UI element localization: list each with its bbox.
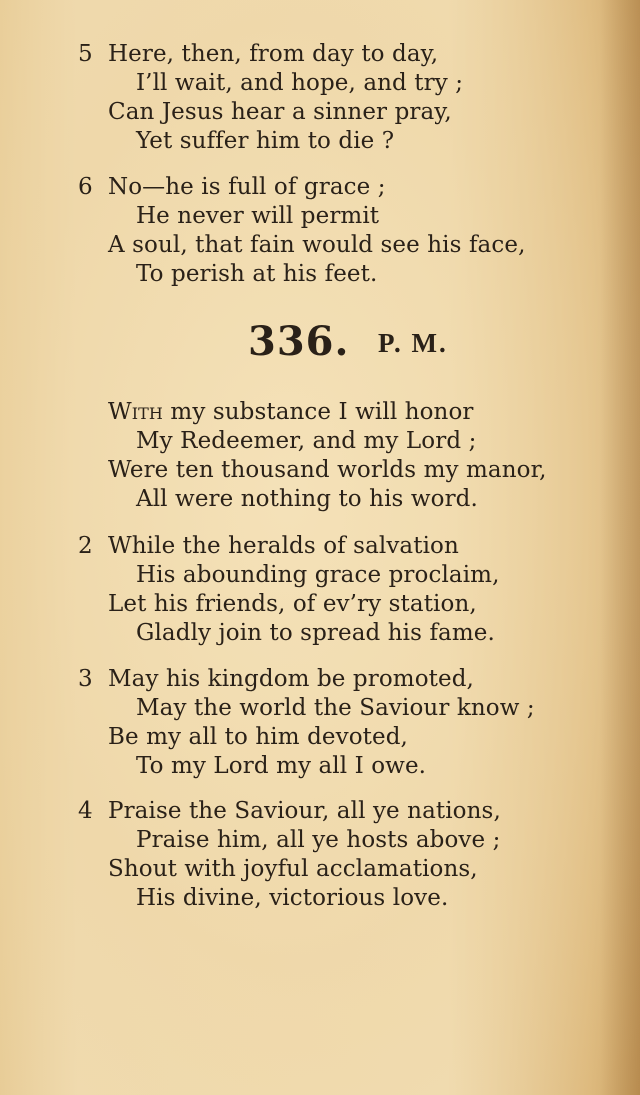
verse-line-rest: my substance I will honor bbox=[163, 399, 474, 425]
verse-line: While the heralds of salvation bbox=[108, 533, 459, 559]
verse-line: Here, then, from day to day, bbox=[108, 41, 439, 67]
stanza-number: 4 bbox=[78, 798, 93, 824]
verse-line: Let his friends, of ev’ry station, bbox=[108, 591, 477, 617]
verse-line: Be my all to him devoted, bbox=[108, 724, 408, 750]
hymn-number: 336. bbox=[248, 318, 350, 365]
verse-line: My Redeemer, and my Lord ; bbox=[136, 428, 477, 454]
hymn-meter: P. M. bbox=[378, 328, 448, 358]
verse-line: Shout with joyful acclamations, bbox=[108, 856, 478, 882]
verse-line: All were nothing to his word. bbox=[136, 486, 478, 512]
verse-line: He never will permit bbox=[136, 203, 380, 229]
verse-line: A soul, that fain would see his face, bbox=[108, 232, 526, 258]
page-edge-shadow bbox=[600, 0, 640, 1095]
verse-line: Praise the Saviour, all ye nations, bbox=[108, 798, 501, 824]
verse-line: To my Lord my all I owe. bbox=[136, 753, 427, 779]
verse-line bbox=[108, 398, 474, 427]
stanza-number: 2 bbox=[78, 533, 93, 559]
verse-line: No—he is full of grace ; bbox=[108, 174, 386, 200]
stanza-number: 3 bbox=[78, 666, 93, 692]
verse-line: His divine, victorious love. bbox=[136, 885, 449, 911]
verse-line: His abounding grace proclaim, bbox=[136, 562, 500, 588]
verse-line: Gladly join to spread his fame. bbox=[136, 620, 495, 646]
verse-line: May the world the Saviour know ; bbox=[136, 695, 535, 721]
verse-line: I’ll wait, and hope, and try ; bbox=[136, 70, 464, 96]
verse-line: Were ten thousand worlds my manor, bbox=[108, 457, 547, 483]
stanza-number: 5 bbox=[78, 41, 93, 67]
verse-line: May his kingdom be promoted, bbox=[108, 666, 474, 692]
verse-line: Can Jesus hear a sinner pray, bbox=[108, 99, 452, 125]
verse-line: Yet suffer him to die ? bbox=[136, 128, 395, 154]
verse-line: To perish at his feet. bbox=[136, 261, 378, 287]
stanza-number: 6 bbox=[78, 174, 93, 200]
first-word: With bbox=[108, 399, 163, 425]
verse-line: Praise him, all ye hosts above ; bbox=[136, 827, 501, 853]
